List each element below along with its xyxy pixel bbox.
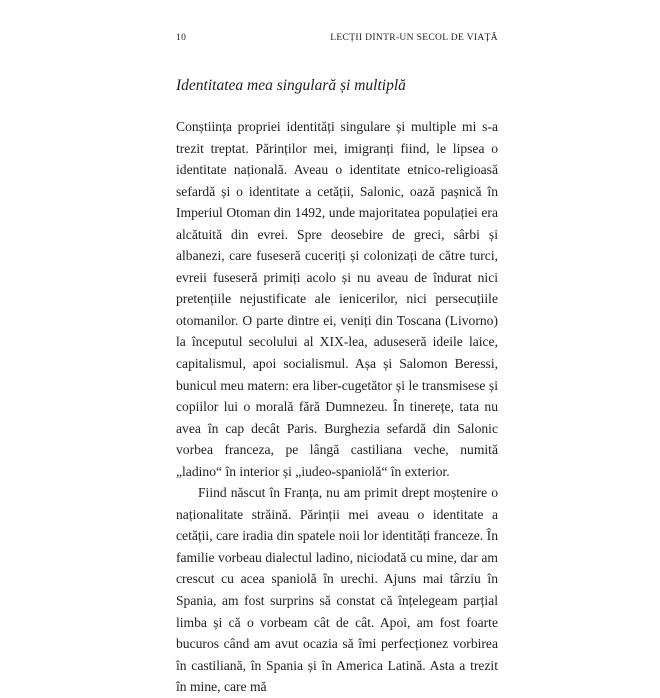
paragraph-2: Fiind născut în Franța, nu am primit drept moștenire o naționalitate străină. Părinții mei aveau o identitate a cetății, care iradia din spatele noii lor identități franceze. În familie vorbeau dialectul ladino, niciodată cu mine, dar am crescut cu acea spaniolă în urechi. Ajuns mai târziu în Spania, am fost surprins să constat că înțelegeam parțial limba și că o vorbeam cât de cât. Apoi, am fost foarte bucuros când am avut ocazia să îmi perfecționez vorbirea în castiliană, în Spania și în America Latină. Asta a trezit în mine, care mă [176, 485, 498, 695]
section-title: Identitatea mea singulară și multiplă [176, 77, 406, 94]
running-header [176, 33, 498, 49]
body-text [176, 116, 498, 698]
paragraph-1: Conștiința propriei identități singulare și multiple mi s-a trezit treptat. Părinților mei, imigranți fiind, le lipsea o identitate națională. Aveau o identitate etnico-religioasă sefardă și o identitate a cetății, Salonic, oază pașnică în Imperiul Otoman din 1492, unde majoritatea populației era alcătuită din evrei. Spre deosebire de greci, sârbi și albanezi, care fuseseră cuceriți și colonizați de către turci, evreii fuseseră primiți acolo și nu aveau de îndurat nici pretențiile nejustificate ale ienicerilor, nici persecuțiile otomanilor. O parte dintre ei, veniți din Toscana (Livorno) la începutul secolului al XIX-lea, aduseseră ideile laice, capitalismul, apoi socialismul. Așa și Salomon Beressi, bunicul meu matern: era liber-cugetător și le transmisese și copiilor lui o morală fără Dumnezeu. În tinerețe, tata nu avea în cap decât Paris. Burghezia sefardă din Salonic vorbea franceza, pe lângă castiliana veche, numită „ladino“ în interior și „iudeo-spaniolă“ în exterior. [176, 119, 498, 479]
page-number: 10 [176, 33, 187, 43]
running-book-title: LECȚII DINTR-UN SECOL DE VIAȚĂ [330, 33, 498, 43]
